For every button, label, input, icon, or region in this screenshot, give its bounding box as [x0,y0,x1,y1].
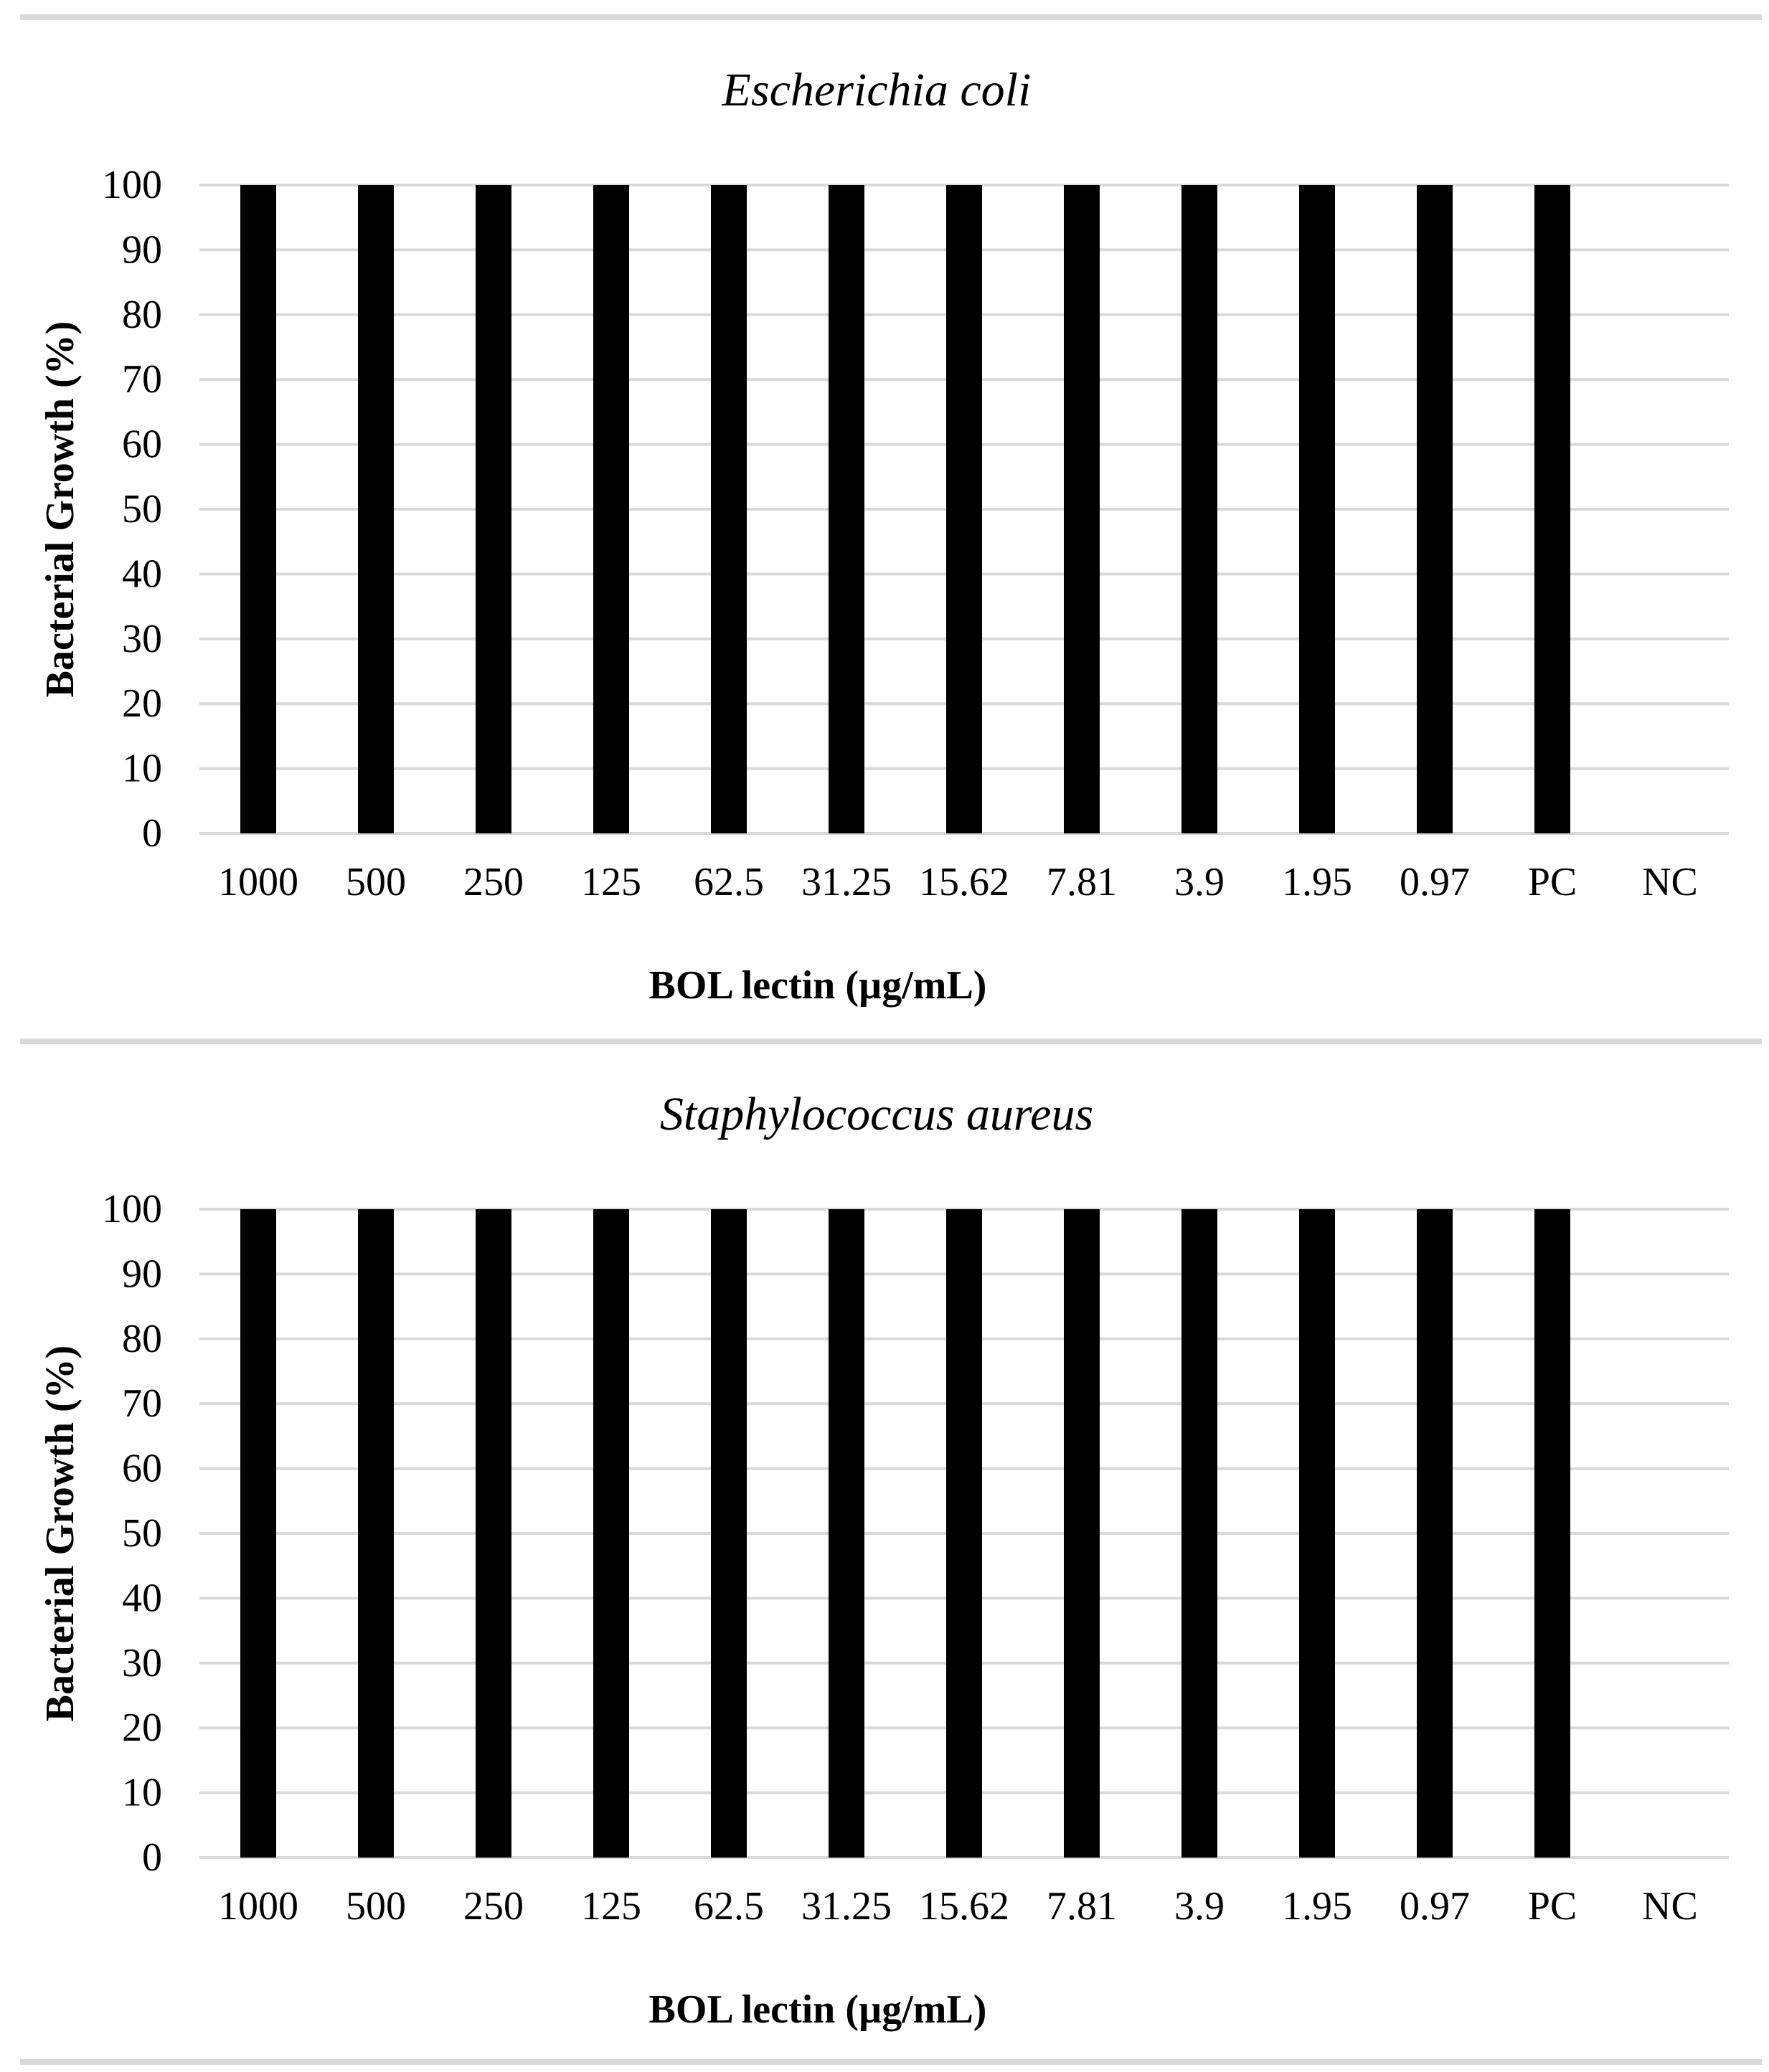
x-tick-label: 1.95 [1282,860,1352,904]
y-tick-label: 70 [122,357,162,402]
y-tick-label: 0 [142,811,162,856]
bar-125 [593,1209,629,1858]
chart-svg [0,22,1769,1040]
x-tick-label: 1000 [218,860,298,904]
chart-title: Escherichia coli [722,64,1032,116]
x-tick-label: 125 [581,1884,641,1929]
y-tick-label: 50 [122,1511,162,1556]
x-tick-label: 3.9 [1174,1884,1225,1929]
y-tick-label: 80 [122,1316,162,1361]
bar-PC [1534,1209,1570,1858]
y-tick-labels [102,1187,162,1880]
bar-62.5 [711,1209,747,1858]
y-tick-label: 70 [122,1381,162,1427]
x-tick-label: NC [1642,860,1698,904]
x-tick-label: 0.97 [1400,860,1470,904]
chart-divider [20,1039,1762,1044]
y-tick-label: 100 [102,1187,162,1231]
x-tick-label: 7.81 [1047,860,1117,904]
y-tick-label: 40 [122,552,162,597]
y-tick-label: 50 [122,487,162,531]
bar-7.81 [1064,1209,1100,1858]
bar-62.5 [711,185,747,833]
x-tick-label: 250 [463,860,524,904]
y-tick-label: 80 [122,292,162,337]
top-border [20,14,1762,20]
x-tick-label: 250 [463,1884,524,1929]
y-tick-label: 10 [122,746,162,791]
x-tick-label: 0.97 [1400,1884,1470,1929]
y-axis-label: Bacterial Growth (%) [38,321,82,698]
y-tick-label: 10 [122,1770,162,1815]
x-tick-label: 15.62 [919,860,1009,904]
x-tick-label: 62.5 [694,1884,764,1929]
x-tick-label: 3.9 [1174,860,1225,904]
chart-staphylococcus-aureus [0,1046,1769,2064]
y-tick-label: 40 [122,1576,162,1621]
y-tick-labels [102,163,162,856]
x-tick-labels [218,860,1698,904]
chart-title: Staphylococcus aureus [659,1088,1094,1140]
bar-15.62 [946,185,982,833]
bar-0.97 [1417,185,1453,833]
bar-250 [476,185,511,833]
x-tick-label: 1000 [218,1884,298,1929]
x-tick-label: 62.5 [694,860,764,904]
x-tick-label: 500 [346,860,406,904]
y-tick-label: 90 [122,1252,162,1297]
x-tick-label: NC [1642,1884,1698,1929]
bar-15.62 [946,1209,982,1858]
y-tick-label: 90 [122,227,162,273]
x-tick-label: 500 [346,1884,406,1929]
bar-3.9 [1181,185,1217,833]
x-tick-label: 15.62 [919,1884,1009,1929]
bar-1000 [240,1209,276,1858]
y-tick-label: 20 [122,681,162,727]
bar-125 [593,185,629,833]
y-tick-label: 60 [122,1446,162,1491]
x-axis-label: BOL lectin (µg/mL) [648,963,987,1008]
bar-3.9 [1181,1209,1217,1858]
chart-svg [0,1046,1769,2064]
bar-31.25 [829,1209,864,1858]
bar-7.81 [1064,185,1100,833]
x-tick-label: 31.25 [801,1884,892,1929]
y-tick-label: 60 [122,422,162,467]
bar-1.95 [1299,1209,1335,1858]
x-tick-label: 1.95 [1282,1884,1352,1929]
bar-0.97 [1417,1209,1453,1858]
bar-500 [358,1209,394,1858]
x-tick-label: 7.81 [1047,1884,1117,1929]
y-tick-label: 0 [142,1835,162,1880]
bar-PC [1534,185,1570,833]
y-tick-label: 100 [102,163,162,207]
x-tick-label: 125 [581,860,641,904]
x-tick-label: PC [1527,1884,1577,1929]
bar-1000 [240,185,276,833]
y-tick-label: 20 [122,1706,162,1751]
y-axis-label: Bacterial Growth (%) [38,1345,82,1722]
x-tick-label: 31.25 [801,860,892,904]
x-tick-labels [218,1884,1698,1929]
chart-escherichia-coli [0,22,1769,1040]
x-axis-label: BOL lectin (µg/mL) [648,1987,987,2032]
bar-500 [358,185,394,833]
x-tick-label: PC [1527,860,1577,904]
y-tick-label: 30 [122,616,162,661]
y-tick-label: 30 [122,1640,162,1685]
bar-250 [476,1209,511,1858]
bar-31.25 [829,185,864,833]
bar-1.95 [1299,185,1335,833]
bottom-border [20,2059,1762,2065]
